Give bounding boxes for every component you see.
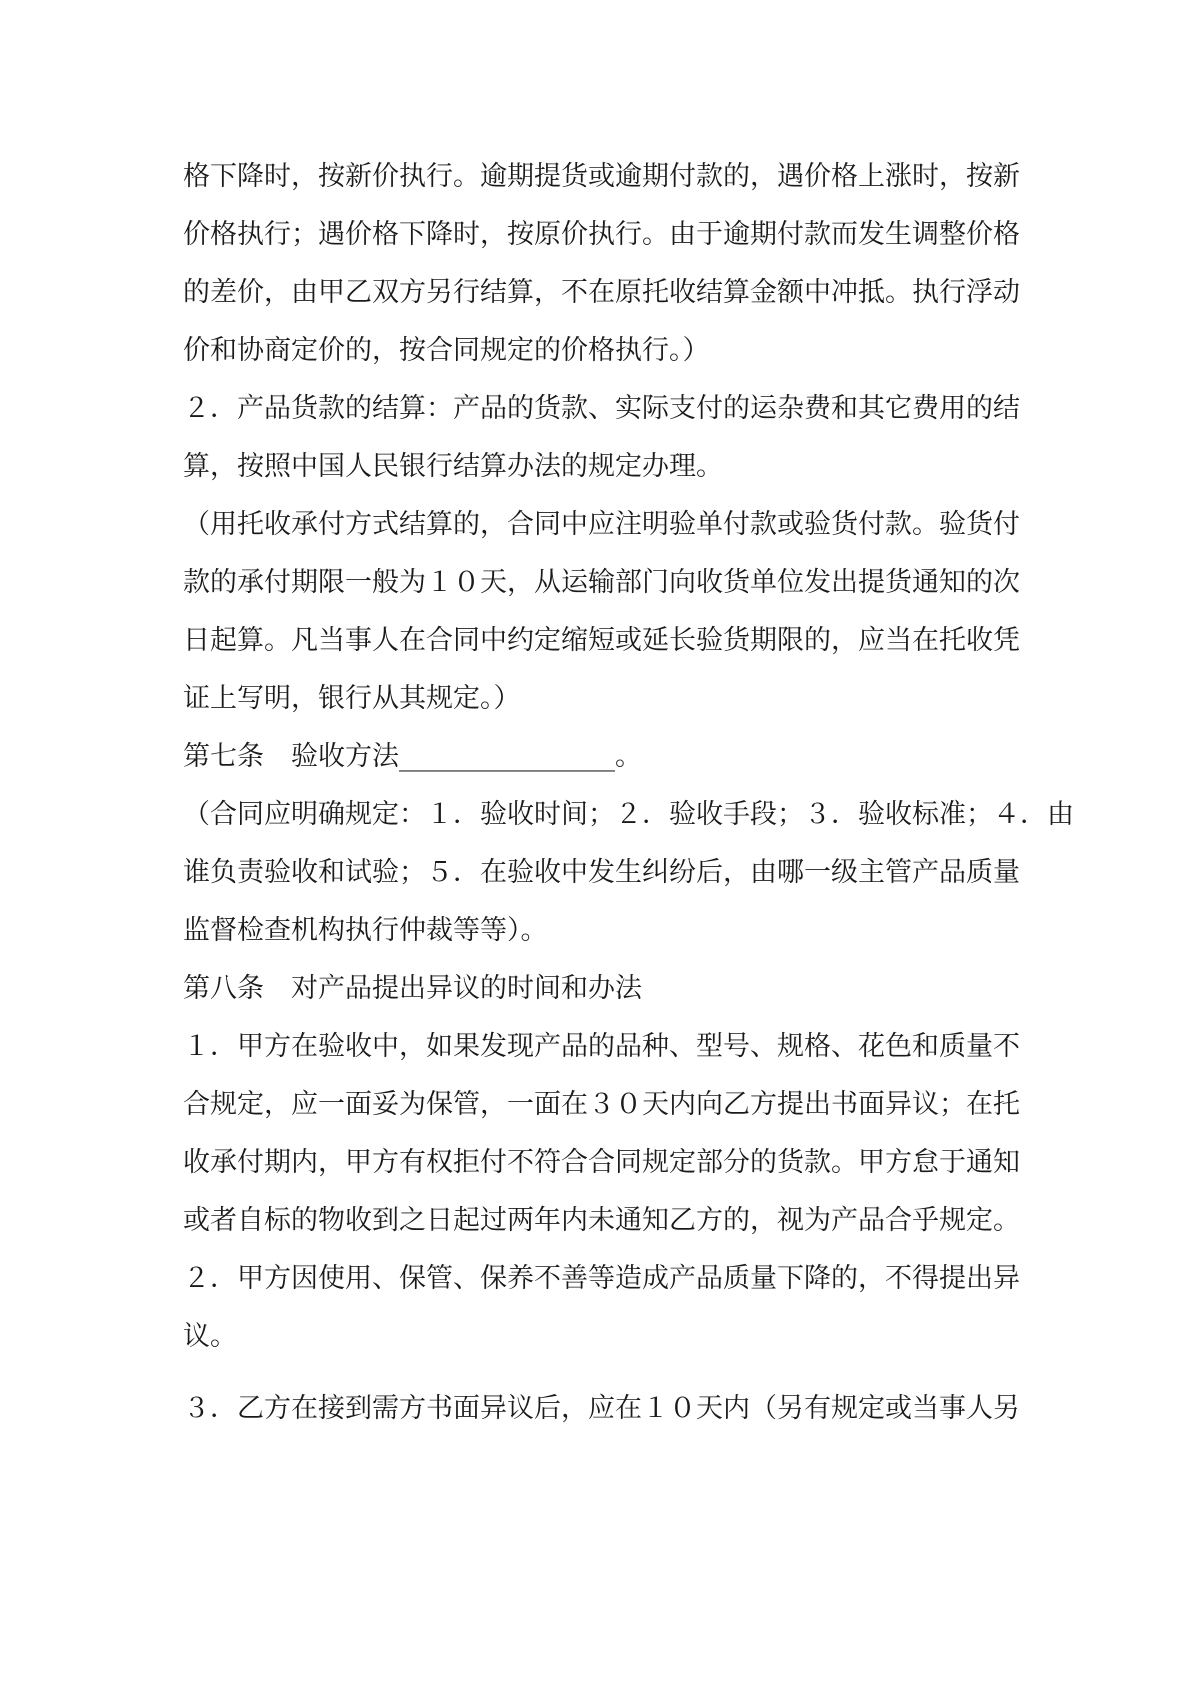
paragraph-line: 日起算。凡当事人在合同中约定缩短或延长验货期限的，应当在托收凭 — [183, 625, 1020, 656]
paragraph-line: 价格执行；遇价格下降时，按原价执行。由于逾期付款而发生调整价格 — [183, 219, 1020, 250]
paragraph-line: 证上写明，银行从其规定。） — [183, 683, 521, 714]
paragraph-line: 监督检查机构执行仲裁等等）。 — [183, 915, 548, 946]
paragraph-line: ３．乙方在接到需方书面异议后，应在１０天内（另有规定或当事人另 — [183, 1393, 1020, 1424]
paragraph-line: 价和协商定价的，按合同规定的价格执行。） — [183, 335, 710, 366]
paragraph-line: 议。 — [183, 1321, 237, 1352]
article-heading: 第八条 对产品提出异议的时间和办法 — [183, 973, 642, 1004]
paragraph-line: 款的承付期限一般为１０天，从运输部门向收货单位发出提货通知的次 — [183, 567, 1020, 598]
paragraph-line: （用托收承付方式结算的，合同中应注明验单付款或验货付款。验货付 — [183, 509, 1020, 540]
paragraph-line: 合规定，应一面妥为保管，一面在３０天内向乙方提出书面异议；在托 — [183, 1089, 1020, 1120]
article-heading: 第七条 验收方法________________。 — [183, 741, 642, 772]
paragraph-line: １．甲方在验收中，如果发现产品的品种、型号、规格、花色和质量不 — [183, 1031, 1020, 1062]
paragraph-line: 或者自标的物收到之日起过两年内未通知乙方的，视为产品合乎规定。 — [183, 1205, 1020, 1236]
document-page — [183, 148, 1074, 1438]
paragraph-line: 谁负责验收和试验；５．在验收中发生纠纷后，由哪一级主管产品质量 — [183, 857, 1020, 888]
paragraph-line: （合同应明确规定：１．验收时间；２．验收手段；３．验收标准；４．由 — [183, 799, 1074, 830]
paragraph-line: 的差价，由甲乙双方另行结算，不在原托收结算金额中冲抵。执行浮动 — [183, 277, 1020, 308]
paragraph-line: ２．产品货款的结算：产品的货款、实际支付的运杂费和其它费用的结 — [183, 393, 1020, 424]
paragraph-line: 格下降时，按新价执行。逾期提货或逾期付款的，遇价格上涨时，按新 — [183, 161, 1020, 192]
paragraph-line: 收承付期内，甲方有权拒付不符合合同规定部分的货款。甲方怠于通知 — [183, 1147, 1020, 1178]
paragraph-line: ２．甲方因使用、保管、保养不善等造成产品质量下降的，不得提出异 — [183, 1263, 1020, 1294]
paragraph-line: 算，按照中国人民银行结算办法的规定办理。 — [183, 451, 723, 482]
